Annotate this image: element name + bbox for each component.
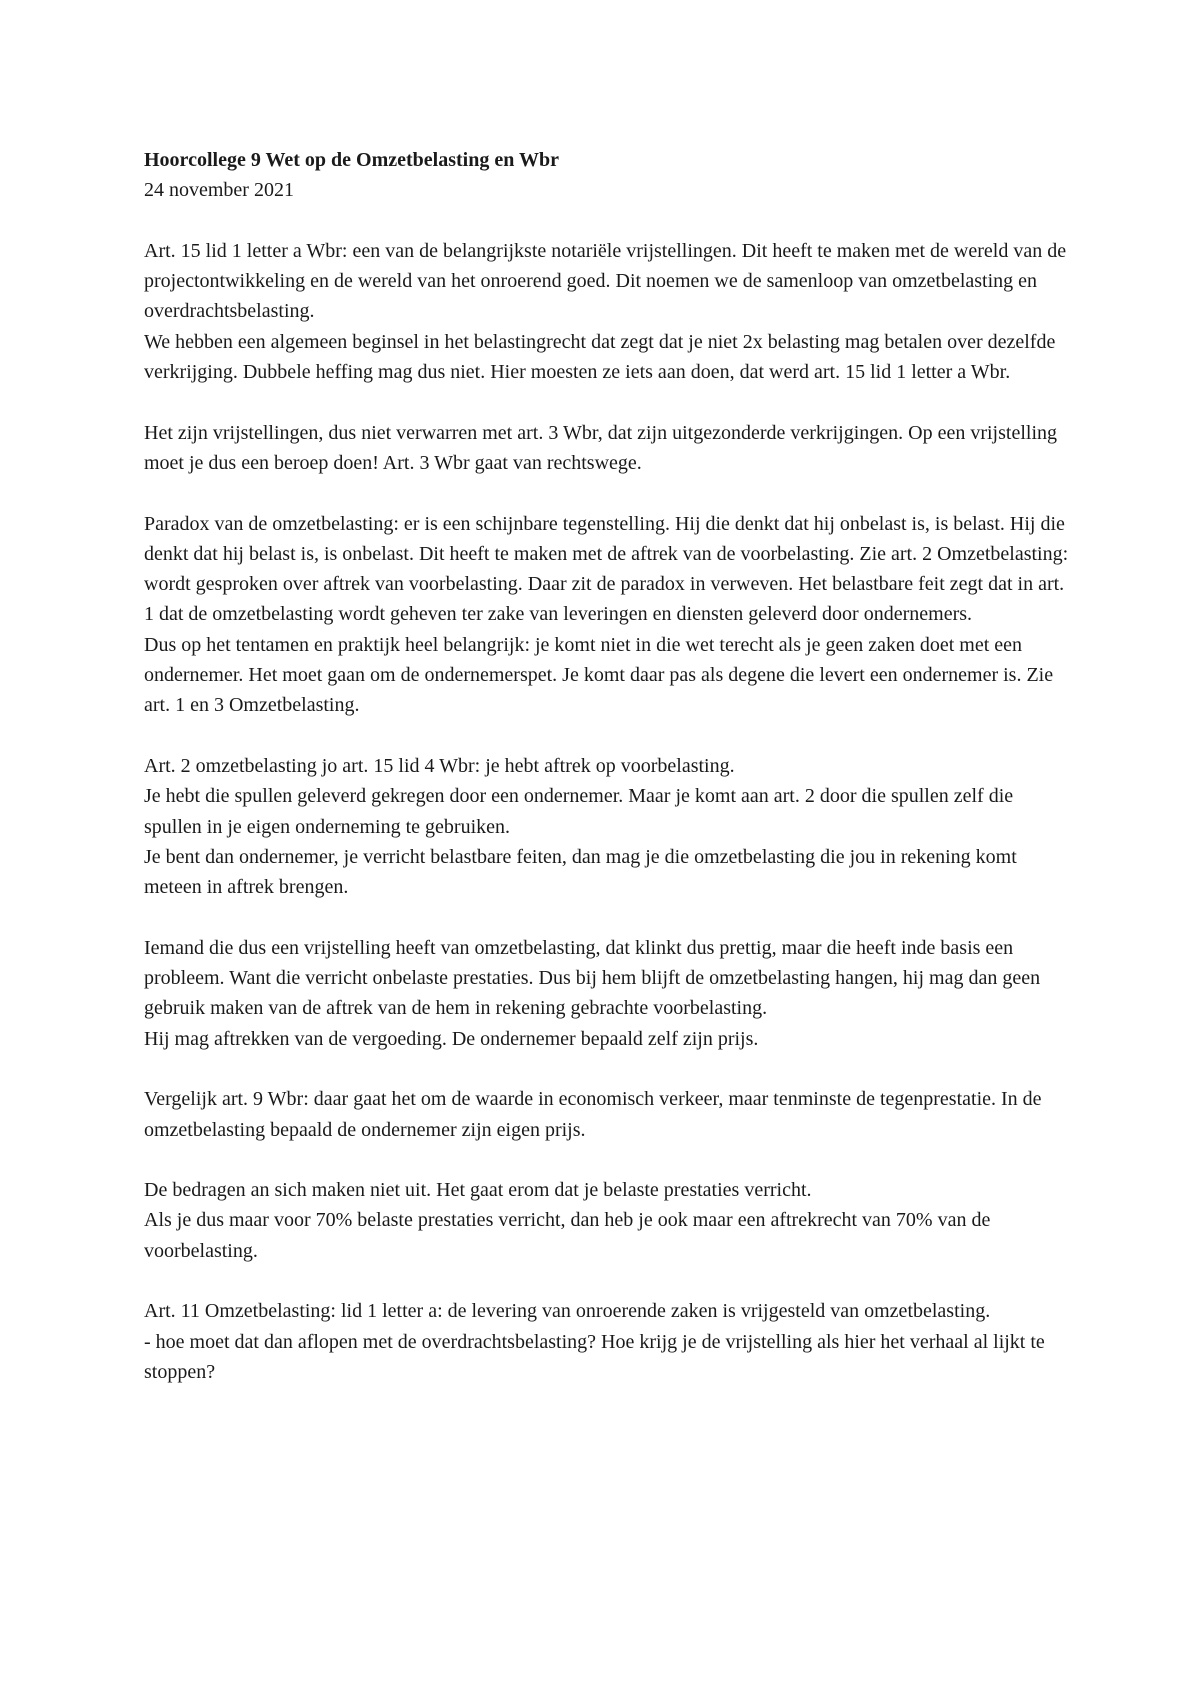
- paragraph-line: Hij mag aftrekken van de vergoeding. De ondernemer bepaald zelf zijn prijs.: [144, 1027, 759, 1050]
- paragraph-vrijstelling-probleem: [144, 933, 1074, 1054]
- paragraph-line: Als je dus maar voor 70% belaste prestaties verricht, dan heb je ook maar een aftrekrecht van 70% van de voorbelasting.: [144, 1209, 991, 1262]
- paragraph-paradox: [144, 509, 1074, 721]
- paragraph-aftrek-voorbelasting: [144, 751, 1074, 902]
- document-title: Hoorcollege 9 Wet op de Omzetbelasting en Wbr: [144, 149, 559, 171]
- paragraph-line: Art. 15 lid 1 letter a Wbr: een van de belangrijkste notariële vrijstellingen. Dit heeft te maken met de wereld van de projectontwikkeling en de wereld van het onroerend goed. Dit noemen we de samenloop van omzetbelasting en overdrachtsbelasting.: [144, 239, 1067, 323]
- paragraph-line: Je bent dan ondernemer, je verricht belastbare feiten, dan mag je die omzetbelasting die jou in rekening komt meteen in aftrek brengen.: [144, 845, 1017, 899]
- paragraph-line: We hebben een algemeen beginsel in het belastingrecht dat zegt dat je niet 2x belasting mag betalen over dezelfde verkrijging. Dubbele heffing mag dus niet. Hier moesten ze iets aan doen, dat werd art. 15 lid 1 letter a Wbr.: [144, 330, 1056, 384]
- paragraph-art11-omzetbelasting: [144, 1296, 1074, 1387]
- paragraph-line: De bedragen an sich maken niet uit. Het gaat erom dat je belaste prestaties verricht.: [144, 1179, 812, 1202]
- paragraph-line: Art. 2 omzetbelasting jo art. 15 lid 4 Wbr: je hebt aftrek op voorbelasting.: [144, 754, 735, 777]
- paragraph-vrijstelling-intro: [144, 236, 1074, 387]
- paragraph-art3-wbr: [144, 418, 1074, 479]
- paragraph-line: - hoe moet dat dan aflopen met de overdrachtsbelasting? Hoe krijg je de vrijstelling als hier het verhaal al lijkt te stoppen?: [144, 1330, 1045, 1383]
- paragraph-line: Paradox van de omzetbelasting: er is een schijnbare tegenstelling. Hij die denkt dat hij onbelast is, is belast. Hij die denkt dat hij belast is, is onbelast. Dit heeft te maken met de aftrek van de voorbelasting. Zie art. 2 Omzetbelasting: wordt gesproken over aftrek van voorbelasting. Daar zit de paradox in verweven. Het belastbare feit zegt dat in art. 1 dat de omzetbelasting wordt geheven ter zake van leveringen en diensten geleverd door ondernemers.: [144, 512, 1069, 626]
- paragraph-art9-wbr: [144, 1084, 1074, 1145]
- paragraph-bedragen: [144, 1175, 1074, 1266]
- document-date: 24 november 2021: [144, 179, 294, 202]
- paragraph-line: Dus op het tentamen en praktijk heel belangrijk: je komt niet in die wet terecht als je geen zaken doet met een ondernemer. Het moet gaan om de ondernemerspet. Je komt daar pas als degene die levert een ondernemer is. Zie art. 1 en 3 Omzetbelasting.: [144, 633, 1054, 717]
- paragraph-line: Je hebt die spullen geleverd gekregen door een ondernemer. Maar je komt aan art. 2 door die spullen zelf die spullen in je eigen onderneming te gebruiken.: [144, 785, 1014, 838]
- paragraph-line: Art. 11 Omzetbelasting: lid 1 letter a: de levering van onroerende zaken is vrijgesteld van omzetbelasting.: [144, 1300, 991, 1323]
- document-page: [144, 145, 1074, 1417]
- paragraph-line: Het zijn vrijstellingen, dus niet verwarren met art. 3 Wbr, dat zijn uitgezonderde verkrijgingen. Op een vrijstelling moet je dus een beroep doen! Art. 3 Wbr gaat van rechtswege.: [144, 421, 1057, 474]
- paragraph-line: Vergelijk art. 9 Wbr: daar gaat het om de waarde in economisch verkeer, maar tenminste de tegenprestatie. In de omzetbelasting bepaald de ondernemer zijn eigen prijs.: [144, 1088, 1042, 1141]
- paragraph-line: Iemand die dus een vrijstelling heeft van omzetbelasting, dat klinkt dus prettig, maar die heeft inde basis een probleem. Want die verricht onbelaste prestaties. Dus bij hem blijft de omzetbelasting hangen, hij mag dan geen gebruik maken van de aftrek van de hem in rekening gebrachte voorbelasting.: [144, 936, 1041, 1020]
